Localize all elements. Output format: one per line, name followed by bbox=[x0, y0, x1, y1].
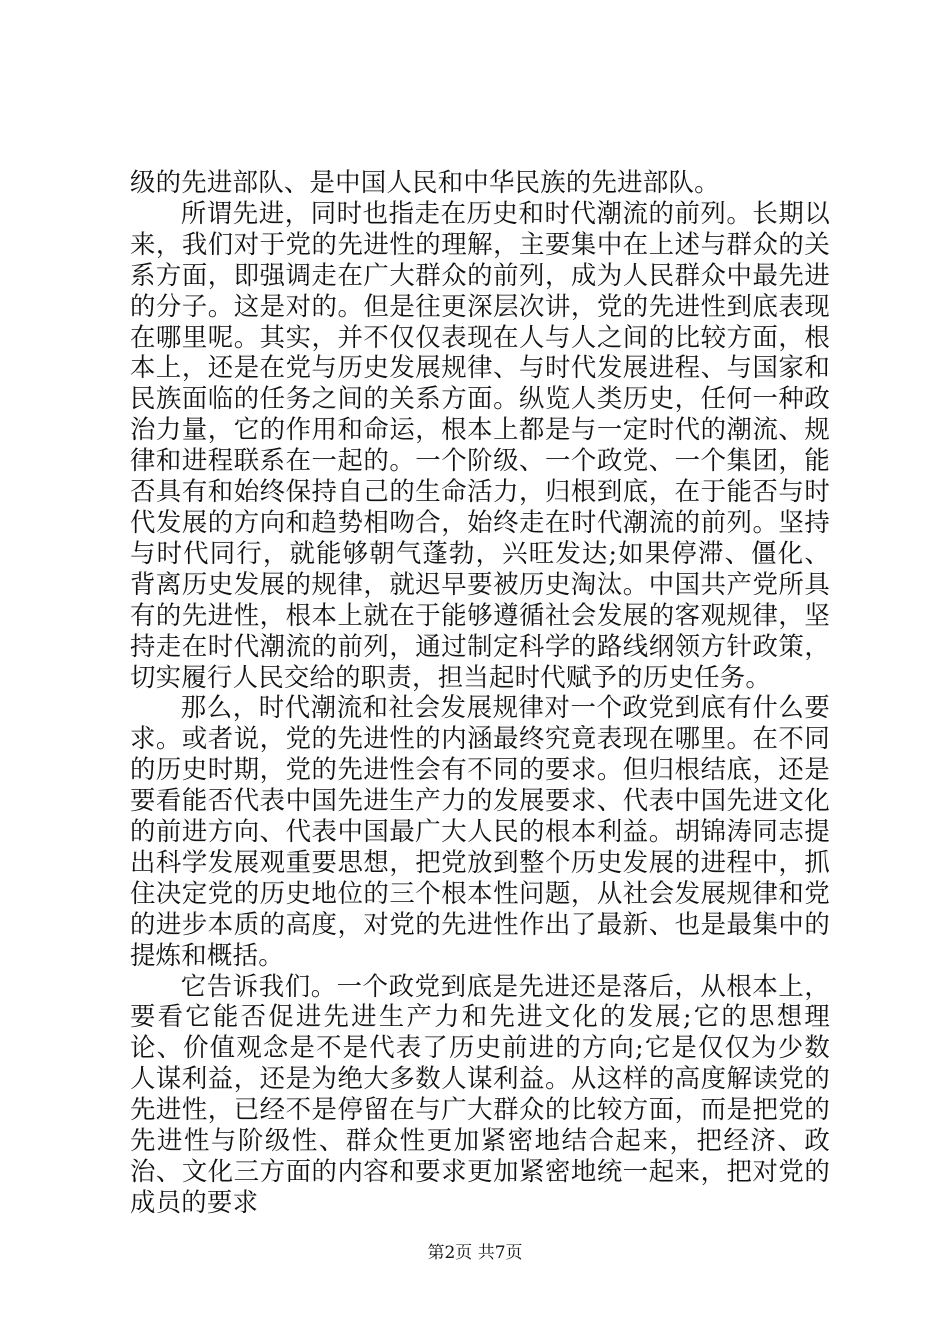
page-number-footer: 第2页 共7页 bbox=[427, 1243, 523, 1263]
document-body bbox=[130, 167, 830, 1218]
paragraph-continuation: 级的先进部队、是中国人民和中华民族的先进部队。 bbox=[130, 167, 720, 197]
paragraph: 所谓先进，同时也指走在历史和时代潮流的前列。长期以来，我们对于党的先进性的理解，主要集中在上述与群众的关系方面，即强调走在广大群众的前列，成为人民群众中最先进的分子。这是对的。但是往更深层次讲，党的先进性到底表现在哪里呢。其实，并不仅仅表现在人与人之间的比较方面，根本上，还是在党与历史发展规律、与时代发展进程、与国家和民族面临的任务之间的关系方面。纵览人类历史，任何一种政治力量，它的作用和命运，根本上都是与一定时代的潮流、规律和进程联系在一起的。一个阶级、一个政党、一个集团，能否具有和始终保持自己的生命活力，归根到底，在于能否与时代发展的方向和趋势相吻合，始终走在时代潮流的前列。坚持与时代同行，就能够朝气蓬勃，兴旺发达;如果停滞、僵化、背离历史发展的规律，就迟早要被历史淘汰。中国共产党所具有的先进性，根本上就在于能够遵循社会发展的客观规律，坚持走在时代潮流的前列，通过制定科学的路线纲领方针政策，切实履行人民交给的职责，担当起时代赋予的历史任务。 bbox=[130, 197, 830, 692]
paragraph: 它告诉我们。一个政党到底是先进还是落后，从根本上，要看它能否促进先进生产力和先进文化的发展;它的思想理论、价值观念是不是代表了历史前进的方向;它是仅仅为少数人谋利益，还是为绝大多数人谋利益。从这样的高度解读党的先进性，已经不是停留在与广大群众的比较方面，而是把党的先进性与阶级性、群众性更加紧密地结合起来，把经济、政治、文化三方面的内容和要求更加紧密地统一起来，把对党的成员的要求 bbox=[130, 970, 830, 1217]
paragraph: 那么，时代潮流和社会发展规律对一个政党到底有什么要求。或者说，党的先进性的内涵最终究竟表现在哪里。在不同的历史时期，党的先进性会有不同的要求。但归根结底，还是要看能否代表中国先进生产力的发展要求、代表中国先进文化的前进方向、代表中国最广大人民的根本利益。胡锦涛同志提出科学发展观重要思想，把党放到整个历史发展的进程中，抓住决定党的历史地位的三个根本性问题，从社会发展规律和党的进步本质的高度，对党的先进性作出了最新、也是最集中的提炼和概括。 bbox=[130, 692, 830, 970]
